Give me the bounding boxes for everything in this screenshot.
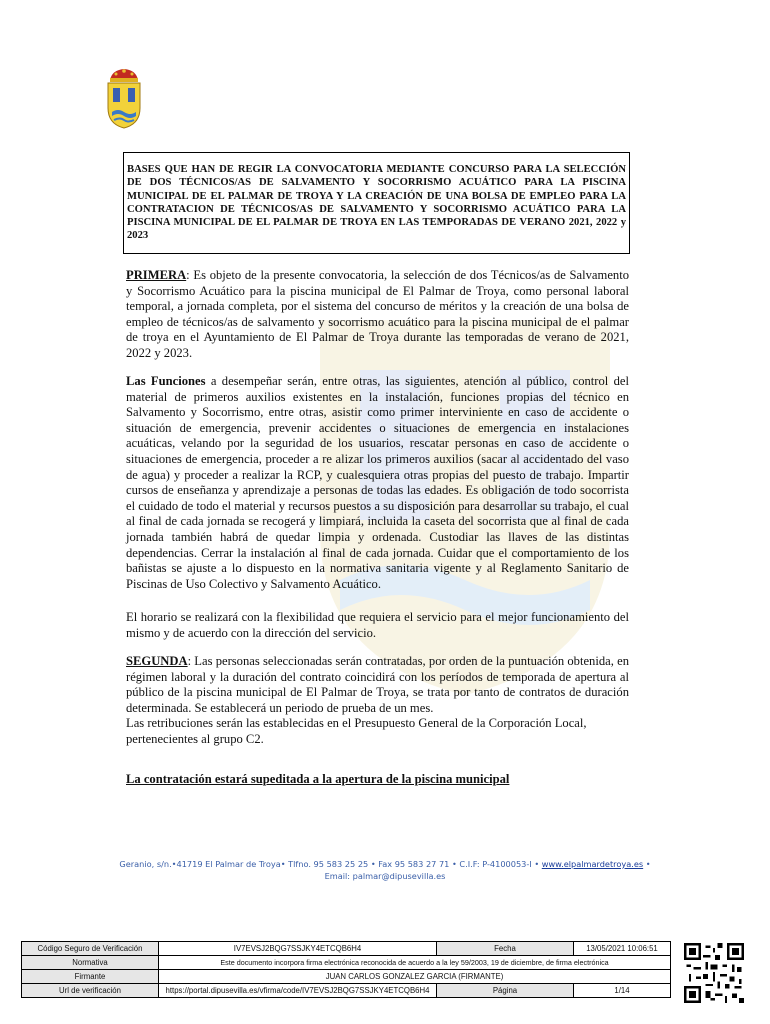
signature-table <box>21 941 671 998</box>
url-label: Url de verificación <box>22 984 159 998</box>
section-horario <box>126 610 629 641</box>
funciones-text: a desempeñar serán, entre otras, las siguientes, atención al público, control del material de primeros auxilios existentes en la instalación, funciones propias del técnico en Salvamento y Socorrismo, entre otras, asistir como primer interviniente en caso de accidente o situación de emergencia, prevenir accidentes o situaciones de emergencia en instalaciones acuáticas, velando por la seguridad de los usuarios, rescatar personas en caso de accidente o situaciones de emergencia, proceder a re alizar los primeros auxilios (sacar al accidentado del vaso de agua) y proceder a realizar la RCP, y cualesquiera otras propias del puesto de trabajo. Impartir cursos de enseñanza y aprendizaje a personas de todas las edades. Es obligación de todo socorrista el cuidado de todo el material y recursos puestos a su disposición para desarrollar su trabajo, el cual al final de cada jornada se recogerá y limpiará, incluida la caseta del socorrista que al final de cada jornada también habrá de quedar limpia y ordenada. Custodiar las llaves de las distintas dependencias. Cerrar la instalación al final de cada jornada. Cuidar que el comportamiento de los bañistas se ajuste a lo dispuesto en la normativa sanitaria vigente y al Reglamento Sanitario de Piscinas de Uso Colectivo y Salvamento Acuático. <box>126 374 629 591</box>
funciones-label: Las Funciones <box>126 374 206 388</box>
horario-text: El horario se realizará con la flexibilidad que requiera el servicio para el mejor funcionamiento del mismo y de acuerdo con la dirección del servicio. <box>126 610 629 640</box>
email-text: Email: palmar@dipusevilla.es <box>324 871 446 881</box>
table-row <box>22 942 671 956</box>
url-value[interactable]: https://portal.dipusevilla.es/vfirma/code/IV7EVSJ2BQG7SSJKY4ETCQB6H4 <box>159 984 437 998</box>
footer-address <box>40 858 730 882</box>
normativa-value: Este documento incorpora firma electrónica reconocida de acuerdo a la ley 59/2003, 19 de diciembre, de firma electrónica <box>159 956 671 970</box>
firmante-value: JUAN CARLOS GONZALEZ GARCIA (FIRMANTE) <box>159 970 671 984</box>
section-segunda <box>126 654 629 748</box>
segunda-text: : Las personas seleccionadas serán contratadas, por orden de la puntuación obtenida, en régimen laboral y la duración del contrato coincidirá con los períodos de temporada de apertura al público de la piscina municipal de El Palmar de Troya, se trata por tanto de contratos de duración determinada. Se establecerá un periodo de prueba de un mes. <box>126 654 629 715</box>
document-title: BASES QUE HAN DE REGIR LA CONVOCATORIA MEDIANTE CONCURSO PARA LA SELECCIÓN DE DOS TÉCNICOS/AS DE SALVAMENTO Y SOCORRISMO ACUÁTICO PARA LA PISCINA MUNICIPAL DE EL PALMAR DE TROYA Y LA CREACIÓN DE UNA BOLSA DE EMPLEO PARA LA CONTRATACION DE TÉCNICOS/AS DE SALVAMENTO Y SOCORRISMO ACUÁTICO PARA LA PISCINA MUNICIPAL DE EL PALMAR DE TROYA EN LAS TEMPORADAS DE VERANO 2021, 2022 y 2023 <box>123 152 630 254</box>
fecha-value: 13/05/2021 10:06:51 <box>574 942 671 956</box>
normativa-label: Normativa <box>22 956 159 970</box>
csv-value: IV7EVSJ2BQG7SSJKY4ETCQB6H4 <box>159 942 437 956</box>
table-row <box>22 984 671 998</box>
qr-code-icon <box>684 943 744 1003</box>
section-primera <box>126 268 629 362</box>
primera-text: : Es objeto de la presente convocatoria, la selección de dos Técnicos/as de Salvamento y Socorrismo Acuático para la piscina municipal de El Palmar de Troya, como personal laboral temporal, a jornada completa, por el sistema del concurso de méritos y la creación de una bolsa de empleo de técnicos/as de salvamento y socorrismo acuático para la piscina municipal de el palmar de troya en el Ayuntamiento de El Palmar de Troya durante las temporadas de verano de 2021, 2022 y 2023. <box>126 268 629 360</box>
address-bullet: • <box>643 859 651 869</box>
segunda-label: SEGUNDA <box>126 654 188 668</box>
website-link[interactable]: www.elpalmardetroya.es <box>541 859 644 869</box>
address-text: Geranio, s/n.•41719 El Palmar de Troya• Tlfno. 95 583 25 25 • Fax 95 583 27 71 • C.I.F: P-4100053-I • <box>119 859 542 869</box>
firmante-label: Firmante <box>22 970 159 984</box>
retribuciones-text: Las retribuciones serán las establecidas en el Presupuesto General de la Corporación Local, pertenecientes al grupo C2. <box>126 716 587 746</box>
fecha-label: Fecha <box>437 942 574 956</box>
closing-statement: La contratación estará supeditada a la apertura de la piscina municipal <box>126 772 510 786</box>
table-row <box>22 970 671 984</box>
pagina-label: Página <box>437 984 574 998</box>
pagina-value: 1/14 <box>574 984 671 998</box>
primera-label: PRIMERA <box>126 268 187 282</box>
csv-label: Código Seguro de Verificación <box>22 942 159 956</box>
section-funciones <box>126 374 629 592</box>
municipal-crest-icon <box>104 66 144 130</box>
section-closing <box>126 772 629 788</box>
table-row <box>22 956 671 970</box>
